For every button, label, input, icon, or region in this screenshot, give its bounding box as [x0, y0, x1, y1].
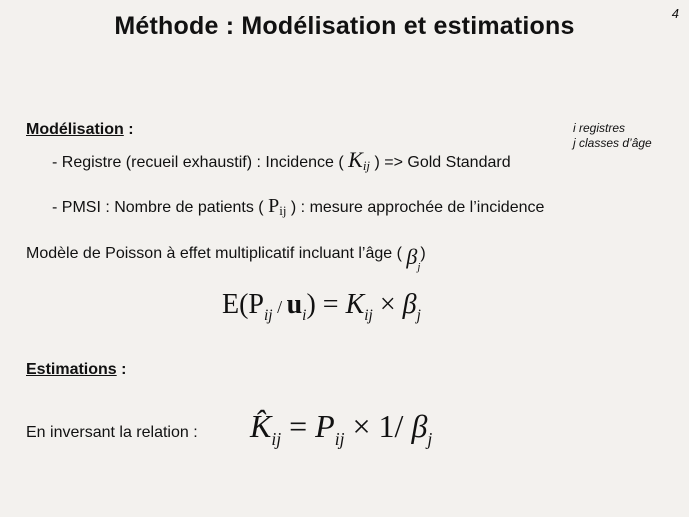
- poisson-text: Modèle de Poisson à effet multiplicatif incluant l’âge (: [26, 245, 402, 262]
- eq1-close-eq: ) =: [306, 289, 346, 320]
- eq2-one-over: 1/: [378, 408, 412, 444]
- eq2-khat: K̂: [250, 408, 272, 444]
- eq2-beta: β: [411, 408, 428, 444]
- pmsi-symbol-sub: ij: [279, 203, 287, 218]
- poisson-beta-sub: j: [417, 261, 421, 273]
- side-note-registres: i registres: [573, 121, 626, 135]
- eq1-beta: β: [402, 289, 417, 320]
- estimation-equation: [250, 408, 432, 450]
- poisson-beta: β: [406, 244, 418, 269]
- estimations-heading-colon: :: [116, 361, 127, 378]
- eq1-k: K: [345, 289, 365, 320]
- registre-suffix: ) => Gold Standard: [374, 154, 511, 171]
- pmsi-text: - PMSI : Nombre de patients (: [52, 199, 264, 216]
- pmsi-symbol-p: P: [268, 195, 280, 217]
- eq2-p: P: [315, 408, 335, 444]
- poisson-close: ): [420, 245, 426, 262]
- registre-text: - Registre (recueil exhaustif) : Incidence (: [52, 154, 344, 171]
- modelisation-heading: [26, 121, 134, 139]
- poisson-equation: [222, 289, 421, 325]
- eq1-sub3: ij: [364, 306, 373, 324]
- page-number: 4: [671, 6, 679, 21]
- eq1-sub2: i: [302, 306, 307, 324]
- registre-line: [52, 147, 511, 174]
- eq1-u: u: [286, 289, 303, 320]
- slide-title: Méthode : Modélisation et estimations: [114, 12, 575, 40]
- eq1-sub4: j: [416, 306, 421, 324]
- estimations-heading: [26, 361, 126, 379]
- eq2-eq: =: [281, 408, 316, 444]
- eq1-slash: /: [272, 297, 287, 317]
- eq2-times: ×: [344, 408, 379, 444]
- registre-symbol-k: K: [348, 147, 363, 172]
- eq2-sub3: j: [427, 428, 433, 449]
- side-note-classes: j classes d’âge: [573, 136, 652, 150]
- side-note: [573, 121, 652, 151]
- modelisation-heading-colon: :: [123, 121, 134, 138]
- pmsi-line: [52, 195, 544, 219]
- inversion-text: En inversant la relation :: [26, 424, 198, 441]
- eq1-times: ×: [372, 289, 403, 320]
- registre-symbol-sub: ij: [362, 158, 371, 173]
- poisson-line: [26, 238, 426, 273]
- eq2-sub1: ij: [271, 428, 282, 449]
- modelisation-heading-label: Modélisation: [26, 121, 124, 138]
- eq1-e: E(P: [222, 289, 264, 320]
- eq1-sub1: ij: [264, 306, 273, 324]
- estimations-heading-label: Estimations: [26, 361, 117, 378]
- eq2-sub2: ij: [334, 428, 345, 449]
- pmsi-suffix: ) : mesure approchée de l’incidence: [290, 199, 545, 216]
